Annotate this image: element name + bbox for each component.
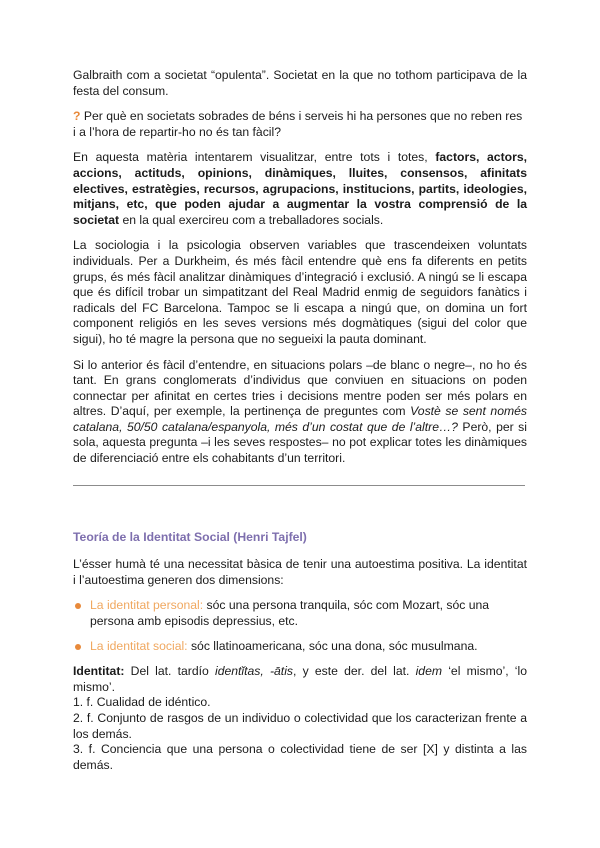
paragraph-polar-situations	[73, 358, 527, 467]
identity-definition	[73, 664, 527, 773]
bullet-text: sóc llatinoamericana, sóc una dona, sóc musulmana.	[187, 638, 478, 653]
etymology-text: Del lat. tardío	[124, 664, 215, 679]
definition-sense-3: 3. f. Conciencia que una persona o colectividad tiene de ser [X] y distinta a las demás.	[73, 742, 527, 772]
bullet-text: sóc una persona tranquila, sóc com Mozart, sóc una persona amb episodis depressius, etc.	[90, 598, 490, 629]
question-paragraph	[73, 109, 527, 140]
list-item	[90, 598, 527, 629]
para5-start: Si lo anterior és fàcil d’entendre, en situacions polars –de blanc o negre–, no ho és tant. En grans conglomerats d’individus que conviuen en situacions on poden connectar per afinitat en certes tries i decisions mentre poden ser més polars en altres. D’aquí, per exemple, la pertinença de preguntes com	[73, 357, 527, 419]
para5-italic-question: Vostè se sent només catalana, 50/50 catalana/espanyola, més d’un costat que de l’altre…?	[73, 404, 527, 434]
paragraph-durkheim: La sociologia i la psicologia observen variables que trascendeixen voluntats individuals. Per a Durkheim, és més fàcil entendre què ens fa diferents en petits grups, és més fàcil analitzar dinàmiques d’integració i exclusió. A ningú se li escapa que és difícil trobar un simpatitzant del Real Madrid enmig de seguidors fanàtics i radicals del FC Barcelona. Tampoc se li escapa a ningú que, on domina un fort component religiós en les seves versions més dogmàtiques (sigui del color que sigui), ho té magre la persona que no segueixi la pauta dominant.	[73, 238, 527, 346]
etymology-text: ‘el mismo’, ‘lo mismo’.	[73, 664, 527, 694]
section-title: Teoría de la Identitat Social (Henri Tajfel)	[73, 529, 307, 544]
etymology-latin: idem	[415, 664, 443, 679]
bullet-label: La identitat personal:	[90, 598, 204, 613]
question-text: Per què en societats sobrades de béns i serveis hi ha persones que no reben res i a l’hora de repartir-ho no és tan fàcil?	[73, 109, 523, 139]
para3-bold: factors, actors, accions, actituds, opinions, dinàmiques, lluites, consensos, afinitats electives, estratègies, recursos, agrupacions, institucions, partits, ideologies, mitjans, etc, que poden ajudar a augmentar la vostra comprensió de la societat	[73, 150, 527, 227]
definition-etymology	[73, 664, 527, 695]
definition-sense-1: 1. f. Cualidad de idéntico.	[73, 695, 211, 710]
paragraph-subject-intro	[73, 150, 527, 228]
etymology-text: , y este der. del lat.	[293, 664, 416, 679]
definition-term: Identitat:	[73, 664, 125, 679]
bullet-dot-icon	[75, 644, 81, 650]
paragraph-self-esteem: L’ésser humà té una necessitat bàsica de tenir una autoestima positiva. La identitat i l’autoestima generen dos dimensions:	[73, 557, 527, 587]
para5-end: Però, per si sola, aquesta pregunta –i les seves respostes– no pot explicar totes les dinàmiques de diferenciació entre els cohabitants d’un territori.	[73, 419, 527, 466]
etymology-latin: identĭtas, -ātis	[214, 664, 293, 679]
definition-sense-2: 2. f. Conjunto de rasgos de un individuo o colectividad que los caracterizan frente a los demás.	[73, 711, 527, 741]
question-mark-icon: ?	[73, 109, 81, 124]
list-item	[90, 639, 527, 655]
para3-start: En aquesta matèria intentarem visualitzar, entre tots i totes,	[73, 150, 436, 165]
bullet-dot-icon	[75, 603, 81, 609]
para3-end: en la qual exercireu com a treballadores socials.	[119, 212, 384, 227]
section-divider	[73, 485, 525, 486]
paragraph-galbraith: Galbraith com a societat “opulenta”. Societat en la que no tothom participava de la festa del consum.	[73, 68, 527, 98]
bullet-label: La identitat social:	[90, 638, 188, 653]
document-page	[73, 68, 527, 773]
identity-dimensions-list	[73, 598, 527, 654]
